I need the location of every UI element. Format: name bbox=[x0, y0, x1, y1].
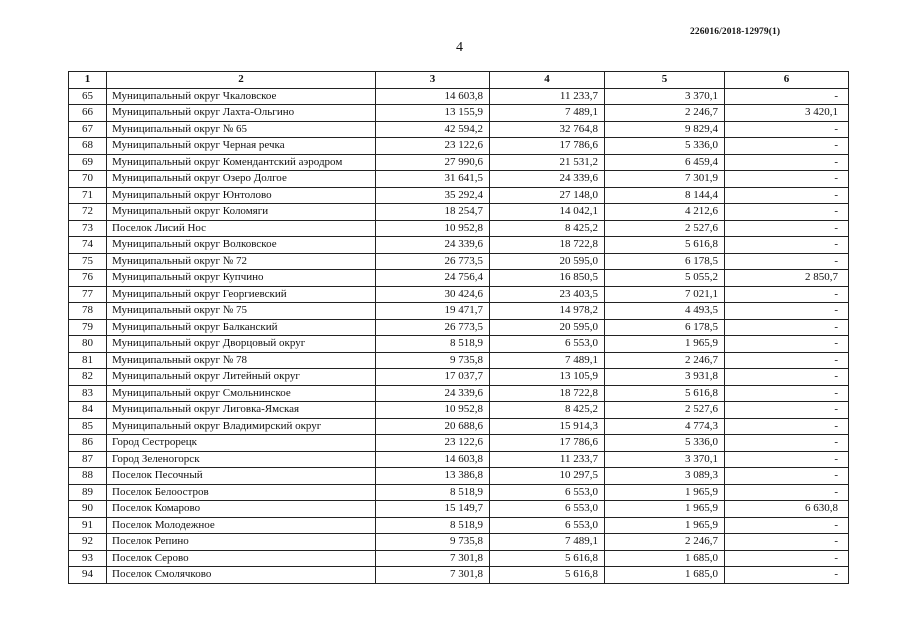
municipality-name: Поселок Репино bbox=[107, 534, 376, 551]
value-col-3: 19 471,7 bbox=[376, 303, 490, 320]
table-row bbox=[69, 418, 849, 435]
row-number: 79 bbox=[69, 319, 107, 336]
page-number: 4 bbox=[456, 40, 463, 55]
table-row bbox=[69, 534, 849, 551]
table-body bbox=[69, 88, 849, 583]
municipality-name: Муниципальный округ Чкаловское bbox=[107, 88, 376, 105]
value-col-4: 6 553,0 bbox=[490, 336, 605, 353]
value-col-6: - bbox=[725, 402, 849, 419]
value-col-4: 8 425,2 bbox=[490, 220, 605, 237]
column-header: 2 bbox=[107, 72, 376, 89]
value-col-3: 8 518,9 bbox=[376, 517, 490, 534]
value-col-5: 6 178,5 bbox=[605, 319, 725, 336]
value-col-4: 14 978,2 bbox=[490, 303, 605, 320]
value-col-4: 6 553,0 bbox=[490, 484, 605, 501]
table-row bbox=[69, 286, 849, 303]
value-col-4: 18 722,8 bbox=[490, 385, 605, 402]
row-number: 69 bbox=[69, 154, 107, 171]
row-number: 78 bbox=[69, 303, 107, 320]
table-row bbox=[69, 237, 849, 254]
value-col-6: - bbox=[725, 253, 849, 270]
value-col-4: 17 786,6 bbox=[490, 138, 605, 155]
value-col-4: 20 595,0 bbox=[490, 253, 605, 270]
row-number: 70 bbox=[69, 171, 107, 188]
table-row bbox=[69, 270, 849, 287]
value-col-3: 30 424,6 bbox=[376, 286, 490, 303]
value-col-3: 24 339,6 bbox=[376, 237, 490, 254]
value-col-5: 1 965,9 bbox=[605, 517, 725, 534]
value-col-3: 26 773,5 bbox=[376, 319, 490, 336]
row-number: 94 bbox=[69, 567, 107, 584]
value-col-3: 27 990,6 bbox=[376, 154, 490, 171]
value-col-4: 27 148,0 bbox=[490, 187, 605, 204]
row-number: 93 bbox=[69, 550, 107, 567]
row-number: 77 bbox=[69, 286, 107, 303]
table-row bbox=[69, 369, 849, 386]
table-row bbox=[69, 402, 849, 419]
row-number: 68 bbox=[69, 138, 107, 155]
budget-table bbox=[68, 71, 849, 584]
table-row bbox=[69, 138, 849, 155]
table-row bbox=[69, 352, 849, 369]
column-header: 3 bbox=[376, 72, 490, 89]
value-col-6: - bbox=[725, 154, 849, 171]
value-col-6: - bbox=[725, 468, 849, 485]
value-col-4: 7 489,1 bbox=[490, 534, 605, 551]
value-col-6: - bbox=[725, 534, 849, 551]
table-row bbox=[69, 567, 849, 584]
row-number: 74 bbox=[69, 237, 107, 254]
municipality-name: Поселок Белоостров bbox=[107, 484, 376, 501]
value-col-6: - bbox=[725, 220, 849, 237]
document-id: 226016/2018-12979(1) bbox=[690, 27, 781, 37]
row-number: 91 bbox=[69, 517, 107, 534]
value-col-5: 3 370,1 bbox=[605, 88, 725, 105]
row-number: 90 bbox=[69, 501, 107, 518]
table-header-row bbox=[69, 72, 849, 89]
value-col-6: - bbox=[725, 138, 849, 155]
table-row bbox=[69, 220, 849, 237]
value-col-5: 1 965,9 bbox=[605, 336, 725, 353]
municipality-name: Муниципальный округ Лиговка-Ямская bbox=[107, 402, 376, 419]
value-col-6: - bbox=[725, 237, 849, 254]
row-number: 83 bbox=[69, 385, 107, 402]
value-col-5: 2 527,6 bbox=[605, 402, 725, 419]
row-number: 66 bbox=[69, 105, 107, 122]
value-col-6: - bbox=[725, 550, 849, 567]
table-row bbox=[69, 171, 849, 188]
value-col-5: 6 178,5 bbox=[605, 253, 725, 270]
row-number: 76 bbox=[69, 270, 107, 287]
value-col-5: 2 246,7 bbox=[605, 534, 725, 551]
table-row bbox=[69, 187, 849, 204]
value-col-3: 10 952,8 bbox=[376, 220, 490, 237]
value-col-6: - bbox=[725, 418, 849, 435]
value-col-5: 1 965,9 bbox=[605, 501, 725, 518]
value-col-3: 23 122,6 bbox=[376, 435, 490, 452]
value-col-6: - bbox=[725, 435, 849, 452]
table-row bbox=[69, 154, 849, 171]
value-col-3: 35 292,4 bbox=[376, 187, 490, 204]
value-col-4: 13 105,9 bbox=[490, 369, 605, 386]
value-col-3: 18 254,7 bbox=[376, 204, 490, 221]
row-number: 80 bbox=[69, 336, 107, 353]
row-number: 92 bbox=[69, 534, 107, 551]
value-col-5: 5 336,0 bbox=[605, 138, 725, 155]
value-col-6: 3 420,1 bbox=[725, 105, 849, 122]
municipality-name: Поселок Смолячково bbox=[107, 567, 376, 584]
value-col-6: - bbox=[725, 88, 849, 105]
municipality-name: Поселок Лисий Нос bbox=[107, 220, 376, 237]
value-col-5: 2 527,6 bbox=[605, 220, 725, 237]
column-header: 6 bbox=[725, 72, 849, 89]
value-col-3: 15 149,7 bbox=[376, 501, 490, 518]
table-row bbox=[69, 204, 849, 221]
value-col-5: 7 301,9 bbox=[605, 171, 725, 188]
value-col-3: 31 641,5 bbox=[376, 171, 490, 188]
value-col-5: 3 089,3 bbox=[605, 468, 725, 485]
value-col-4: 16 850,5 bbox=[490, 270, 605, 287]
value-col-3: 8 518,9 bbox=[376, 484, 490, 501]
row-number: 72 bbox=[69, 204, 107, 221]
row-number: 89 bbox=[69, 484, 107, 501]
row-number: 87 bbox=[69, 451, 107, 468]
value-col-5: 4 212,6 bbox=[605, 204, 725, 221]
table-row bbox=[69, 88, 849, 105]
value-col-5: 3 931,8 bbox=[605, 369, 725, 386]
value-col-4: 24 339,6 bbox=[490, 171, 605, 188]
value-col-5: 4 493,5 bbox=[605, 303, 725, 320]
table-row bbox=[69, 303, 849, 320]
value-col-4: 6 553,0 bbox=[490, 517, 605, 534]
value-col-6: - bbox=[725, 517, 849, 534]
value-col-5: 4 774,3 bbox=[605, 418, 725, 435]
municipality-name: Муниципальный округ Озеро Долгое bbox=[107, 171, 376, 188]
value-col-6: - bbox=[725, 286, 849, 303]
column-header: 5 bbox=[605, 72, 725, 89]
row-number: 86 bbox=[69, 435, 107, 452]
municipality-name: Муниципальный округ Юнтолово bbox=[107, 187, 376, 204]
table-row bbox=[69, 336, 849, 353]
municipality-name: Муниципальный округ Комендантский аэродром bbox=[107, 154, 376, 171]
municipality-name: Город Зеленогорск bbox=[107, 451, 376, 468]
value-col-3: 10 952,8 bbox=[376, 402, 490, 419]
value-col-4: 21 531,2 bbox=[490, 154, 605, 171]
municipality-name: Муниципальный округ Коломяги bbox=[107, 204, 376, 221]
table-row bbox=[69, 451, 849, 468]
value-col-4: 18 722,8 bbox=[490, 237, 605, 254]
value-col-4: 5 616,8 bbox=[490, 550, 605, 567]
table-row bbox=[69, 121, 849, 138]
municipality-name: Муниципальный округ Смольнинское bbox=[107, 385, 376, 402]
value-col-5: 5 616,8 bbox=[605, 385, 725, 402]
value-col-4: 23 403,5 bbox=[490, 286, 605, 303]
municipality-name: Муниципальный округ Лахта-Ольгино bbox=[107, 105, 376, 122]
row-number: 67 bbox=[69, 121, 107, 138]
value-col-6: - bbox=[725, 204, 849, 221]
municipality-name: Поселок Молодежное bbox=[107, 517, 376, 534]
value-col-6: - bbox=[725, 484, 849, 501]
municipality-name: Муниципальный округ Георгиевский bbox=[107, 286, 376, 303]
value-col-5: 5 336,0 bbox=[605, 435, 725, 452]
row-number: 75 bbox=[69, 253, 107, 270]
value-col-3: 26 773,5 bbox=[376, 253, 490, 270]
municipality-name: Муниципальный округ № 72 bbox=[107, 253, 376, 270]
value-col-3: 23 122,6 bbox=[376, 138, 490, 155]
value-col-4: 17 786,6 bbox=[490, 435, 605, 452]
municipality-name: Муниципальный округ Дворцовый округ bbox=[107, 336, 376, 353]
value-col-5: 8 144,4 bbox=[605, 187, 725, 204]
value-col-6: - bbox=[725, 303, 849, 320]
municipality-name: Поселок Песочный bbox=[107, 468, 376, 485]
table-row bbox=[69, 484, 849, 501]
column-header: 4 bbox=[490, 72, 605, 89]
value-col-6: - bbox=[725, 336, 849, 353]
value-col-4: 15 914,3 bbox=[490, 418, 605, 435]
value-col-4: 7 489,1 bbox=[490, 352, 605, 369]
value-col-3: 20 688,6 bbox=[376, 418, 490, 435]
table-row bbox=[69, 550, 849, 567]
value-col-6: 6 630,8 bbox=[725, 501, 849, 518]
value-col-4: 11 233,7 bbox=[490, 88, 605, 105]
value-col-3: 42 594,2 bbox=[376, 121, 490, 138]
row-number: 88 bbox=[69, 468, 107, 485]
value-col-6: 2 850,7 bbox=[725, 270, 849, 287]
value-col-4: 20 595,0 bbox=[490, 319, 605, 336]
value-col-5: 2 246,7 bbox=[605, 352, 725, 369]
table-row bbox=[69, 105, 849, 122]
value-col-4: 10 297,5 bbox=[490, 468, 605, 485]
value-col-3: 17 037,7 bbox=[376, 369, 490, 386]
value-col-6: - bbox=[725, 451, 849, 468]
value-col-5: 5 616,8 bbox=[605, 237, 725, 254]
value-col-5: 7 021,1 bbox=[605, 286, 725, 303]
value-col-3: 14 603,8 bbox=[376, 451, 490, 468]
table-row bbox=[69, 385, 849, 402]
row-number: 84 bbox=[69, 402, 107, 419]
value-col-6: - bbox=[725, 121, 849, 138]
table-row bbox=[69, 517, 849, 534]
municipality-name: Поселок Комарово bbox=[107, 501, 376, 518]
value-col-3: 14 603,8 bbox=[376, 88, 490, 105]
value-col-6: - bbox=[725, 369, 849, 386]
table-row bbox=[69, 435, 849, 452]
municipality-name: Муниципальный округ Литейный округ bbox=[107, 369, 376, 386]
value-col-5: 1 685,0 bbox=[605, 550, 725, 567]
value-col-5: 5 055,2 bbox=[605, 270, 725, 287]
municipality-name: Муниципальный округ № 75 bbox=[107, 303, 376, 320]
value-col-5: 2 246,7 bbox=[605, 105, 725, 122]
municipality-name: Поселок Серово bbox=[107, 550, 376, 567]
row-number: 81 bbox=[69, 352, 107, 369]
value-col-5: 3 370,1 bbox=[605, 451, 725, 468]
row-number: 73 bbox=[69, 220, 107, 237]
value-col-4: 5 616,8 bbox=[490, 567, 605, 584]
value-col-4: 8 425,2 bbox=[490, 402, 605, 419]
value-col-5: 9 829,4 bbox=[605, 121, 725, 138]
value-col-5: 1 965,9 bbox=[605, 484, 725, 501]
municipality-name: Муниципальный округ № 78 bbox=[107, 352, 376, 369]
value-col-4: 6 553,0 bbox=[490, 501, 605, 518]
value-col-3: 13 386,8 bbox=[376, 468, 490, 485]
value-col-6: - bbox=[725, 171, 849, 188]
value-col-6: - bbox=[725, 385, 849, 402]
row-number: 82 bbox=[69, 369, 107, 386]
table-row bbox=[69, 501, 849, 518]
municipality-name: Муниципальный округ № 65 bbox=[107, 121, 376, 138]
municipality-name: Муниципальный округ Купчино bbox=[107, 270, 376, 287]
table-row bbox=[69, 319, 849, 336]
municipality-name: Муниципальный округ Балканский bbox=[107, 319, 376, 336]
value-col-5: 1 685,0 bbox=[605, 567, 725, 584]
value-col-6: - bbox=[725, 187, 849, 204]
value-col-6: - bbox=[725, 319, 849, 336]
municipality-name: Муниципальный округ Черная речка bbox=[107, 138, 376, 155]
value-col-4: 14 042,1 bbox=[490, 204, 605, 221]
value-col-3: 9 735,8 bbox=[376, 352, 490, 369]
value-col-6: - bbox=[725, 567, 849, 584]
municipality-name: Город Сестрорецк bbox=[107, 435, 376, 452]
row-number: 65 bbox=[69, 88, 107, 105]
municipality-name: Муниципальный округ Владимирский округ bbox=[107, 418, 376, 435]
row-number: 71 bbox=[69, 187, 107, 204]
value-col-4: 32 764,8 bbox=[490, 121, 605, 138]
table-row bbox=[69, 253, 849, 270]
value-col-3: 7 301,8 bbox=[376, 550, 490, 567]
value-col-4: 11 233,7 bbox=[490, 451, 605, 468]
row-number: 85 bbox=[69, 418, 107, 435]
value-col-6: - bbox=[725, 352, 849, 369]
column-header: 1 bbox=[69, 72, 107, 89]
value-col-4: 7 489,1 bbox=[490, 105, 605, 122]
value-col-3: 9 735,8 bbox=[376, 534, 490, 551]
value-col-3: 7 301,8 bbox=[376, 567, 490, 584]
table-row bbox=[69, 468, 849, 485]
value-col-3: 8 518,9 bbox=[376, 336, 490, 353]
municipality-name: Муниципальный округ Волковское bbox=[107, 237, 376, 254]
value-col-3: 24 339,6 bbox=[376, 385, 490, 402]
value-col-5: 6 459,4 bbox=[605, 154, 725, 171]
value-col-3: 13 155,9 bbox=[376, 105, 490, 122]
value-col-3: 24 756,4 bbox=[376, 270, 490, 287]
